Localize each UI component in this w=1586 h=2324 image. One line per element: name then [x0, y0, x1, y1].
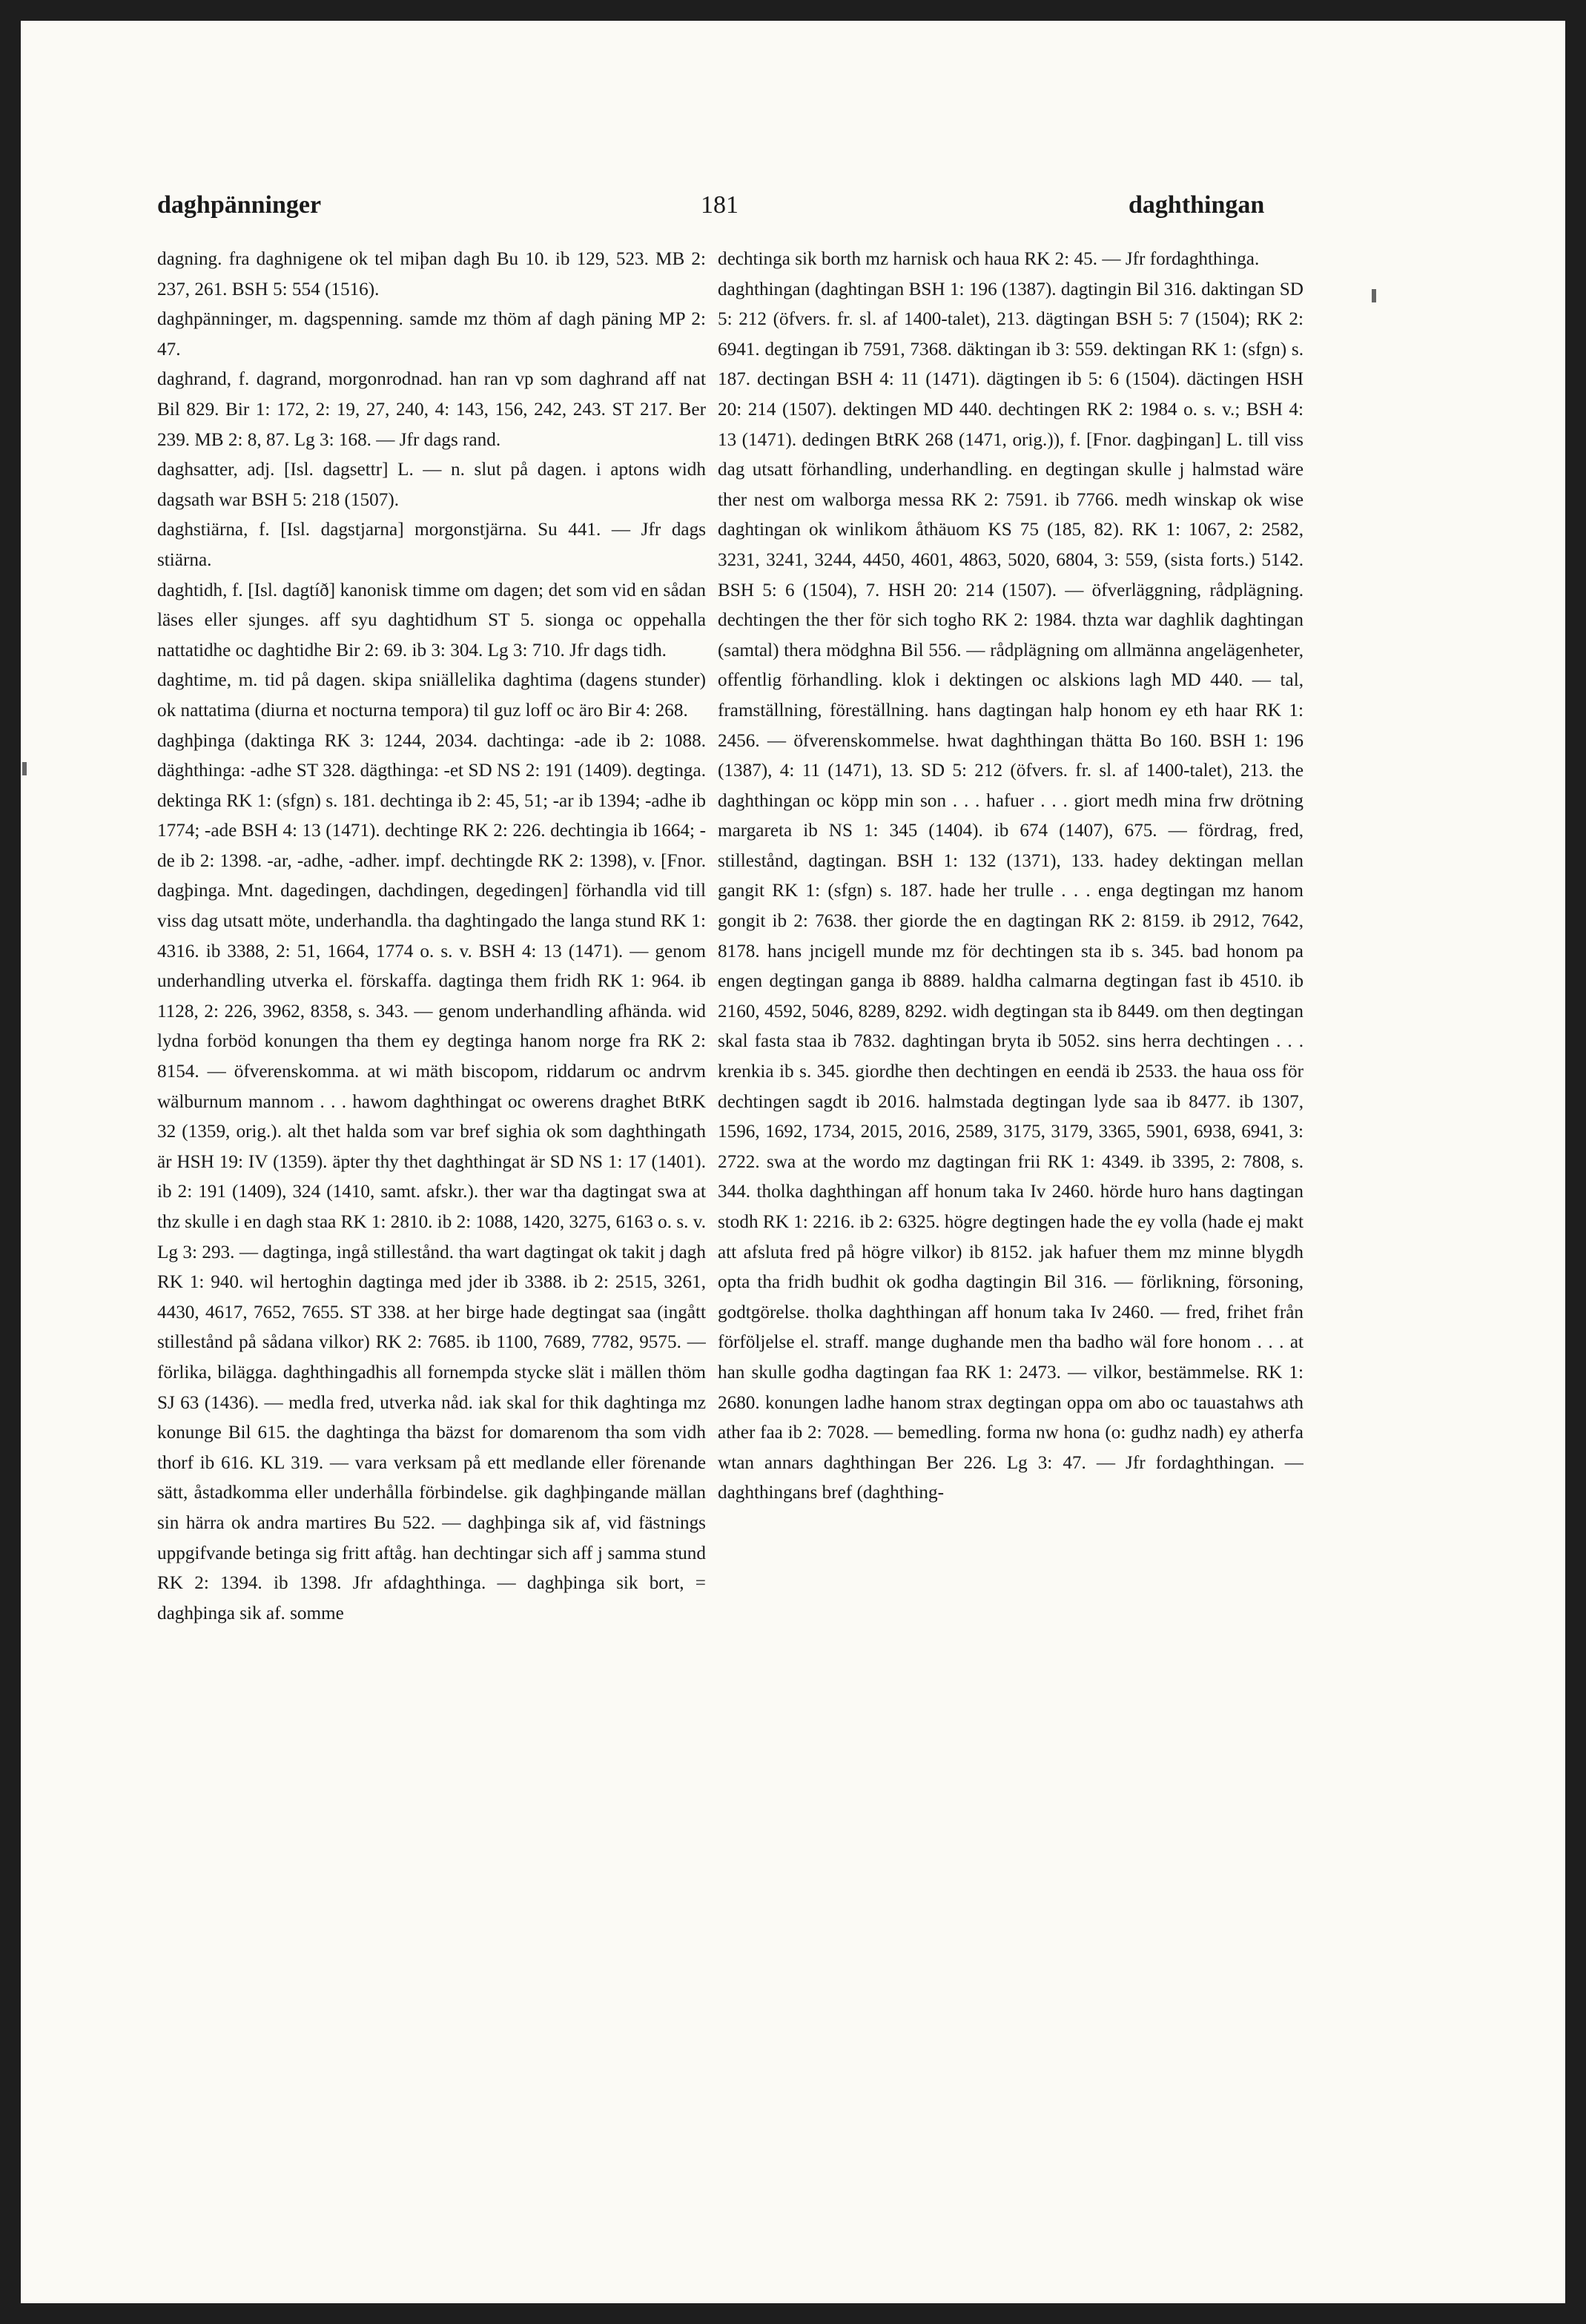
running-head-left: daghpänninger — [157, 191, 322, 219]
entry-continuation: dechtinga sik borth mz harnisk och haua RK 2: 45. — Jfr fordaghthinga. — [718, 249, 1260, 269]
entry-daghsatter: daghsatter, adj. [Isl. dagsettr] L. — n. slut på dagen. i aptons widh dagsath war BSH 5: 218 (1507). — [157, 460, 706, 510]
page-number: 181 — [701, 191, 739, 219]
entry-daghstiarna: daghstiärna, f. [Isl. dagstjarna] morgonstjärna. Su 441. — Jfr dags stiärna. — [157, 520, 706, 570]
edge-mark — [1372, 289, 1376, 302]
edge-mark — [22, 762, 27, 775]
entry-daghrand: daghrand, f. dagrand, morgonrodnad. han ran vp som daghrand aff nat Bil 829. Bir 1: 172, 2: 19, 27, 240, 4: 143, 156, 242, 243. ST 217. Ber 239. MB 2: 8, 87. Lg 3: 168. — Jfr dags rand. — [157, 369, 706, 450]
running-head-right: daghthingan — [1129, 191, 1265, 219]
right-column — [718, 245, 1304, 2039]
entry-daghthinga: daghþinga (daktinga RK 3: 1244, 2034. dachtinga: -ade ib 2: 1088. däghthinga: -adhe ST 328. dägthinga: -et SD NS 2: 191 (1409). degtinga. dektinga RK 1: (sfgn) s. 181. dechtinga ib 2: 45, 51; -ar ib 1394; -adhe ib 1774; -ade BSH 4: 13 (1471). dechtinge RK 2: 226. dechtingia ib 1664; -de ib 2: 1398. -ar, -adhe, -adher. impf. dechtingde RK 2: 1398), v. [Fnor. dagþinga. Mnt. dagedingen, dachdingen, degedingen] förhandla vid till viss dag utsatt möte, underhandla. tha daghtingado the langa stund RK 1: 4316. ib 3388, 2: 51, 1664, 1774 o. s. v. BSH 4: 13 (1471). — genom underhandling utverka el. förskaffa. dagtinga them fridh RK 1: 964. ib 1128, 2: 226, 3962, 8358, s. 343. — genom underhandling afhända. wid lydna forböd konungen tha them ey degtinga hanom norge fra RK 2: 8154. — öfverenskomma. at wi mäth biscopom, riddarum oc andrvm wälburnum mannom . . . hawom daghthingat oc owerens draghet BtRK 32 (1359, orig.). alt thet halda som var bref sighia ok som daghthingath är HSH 19: IV (1359). äpter thy thet daghthingat är SD NS 1: 17 (1401). ib 2: 191 (1409), 324 (1410, samt. afskr.). ther war tha dagtingat swa at thz skulle i en dagh staa RK 1: 2810. ib 2: 1088, 1420, 3275, 6163 o. s. v. Lg 3: 293. — dagtinga, ingå stillestånd. tha wart dagtingat ok takit j dagh RK 1: 940. wil hertoghin dagtinga med jder ib 3388. ib 2: 2515, 3261, 4430, 4617, 7652, 7655. ST 338. at her birge hade degtingat saa (ingått stillestånd på sådana vilkor) RK 2: 7685. ib 1100, 7689, 7782, 9575. — förlika, bilägga. daghthingadhis all fornempda stycke slät i mällen thöm SJ 63 (1436). — medla fred, utverka nåd. iak skal for thik daghtinga mz konunge Bil 615. the daghtinga tha bäzst for domarenom tha som vidh thorf ib 616. KL 319. — vara verksam på ett medlande eller förenande sätt, åstadkomma eller underhålla förbindelse. gik daghþingande mällan sin härra ok andra martires Bu 522. — daghþinga sik af, vid fästnings uppgifvande betinga sig fritt aftåg. han dechtingar sich aff j samma stund RK 2: 1394. ib 1398. Jfr afdaghthinga. — daghþinga sik bort, = daghþinga sik af. somme — [157, 730, 706, 1623]
entry-continuation: dagning. fra daghnigene ok tel miþan dagh Bu 10. ib 129, 523. MB 2: 237, 261. BSH 5: 554 (1516). — [157, 249, 706, 299]
entry-daghpanninger: daghpänninger, m. dagspenning. samde mz thöm af dagh päning MP 2: 47. — [157, 309, 706, 360]
entry-daghtidh: daghtidh, f. [Isl. dagtíð] kanonisk timme om dagen; det som vid en sådan läses eller sjunges. aff syu daghtidhum ST 5. sionga oc oppehalla nattatidhe oc daghtidhe Bir 2: 69. ib 3: 304. Lg 3: 710. Jfr dags tidh. — [157, 580, 706, 661]
entry-daghtime: daghtime, m. tid på dagen. skipa sniällelika daghtima (dagens stunder) ok nattatima (diurna et nocturna tempora) til guz loff oc äro Bir 4: 268. — [157, 670, 706, 721]
left-column — [157, 245, 706, 2039]
entry-daghthingan: daghthingan (daghtingan BSH 1: 196 (1387). dagtingin Bil 316. daktingan SD 5: 212 (öfvers. fr. sl. af 1400-talet), 213. dägtingan BSH 5: 7 (1504); RK 2: 6941. degtingan ib 7591, 7368. däktingan ib 3: 559. dektingan RK 1: (sfgn) s. 187. dectingan BSH 4: 11 (1471). dägtingen ib 5: 6 (1504). däctingen HSH 20: 214 (1507). dektingen MD 440. dechtingen RK 2: 1984 o. s. v.; BSH 4: 13 (1471). dedingen BtRK 268 (1471, orig.)), f. [Fnor. dagþingan] L. till viss dag utsatt förhandling, underhandling. en degtingan skulle j halmstad wäre ther nest om walborga messa RK 2: 7591. ib 7766. medh winskap ok wise daghtingan ok winlikom åthäuom KS 75 (185, 82). RK 1: 1067, 2: 2582, 3231, 3241, 3244, 4450, 4601, 4863, 5020, 6804, 3: 559, (sista forts.) 5142. BSH 5: 6 (1504), 7. HSH 20: 214 (1507). — öfverläggning, rådplägning. dechtingen the ther för sich togho RK 2: 1984. thzta war daghlik daghtingan (samtal) thera mödghna Bil 556. — rådplägning om allmänna angelägenheter, offentlig förhandling. klok i dektingen oc alskions lagh MD 440. — tal, framställning, föreställning. hans dagtingan halp honom ey eth haar RK 1: 2456. — öfverenskommelse. hwat daghthingan thätta Bo 160. BSH 1: 196 (1387), 4: 11 (1471), 13. SD 5: 212 (öfvers. fr. sl. af 1400-talet), 213. the daghthingan oc köpp min son . . . hafuer . . . giort medh mina frw drötning margareta ib NS 1: 345 (1404). ib 674 (1407), 675. — fördrag, fred, stillestånd, dagtingan. BSH 1: 132 (1371), 133. hadey dektingan mellan gangit RK 1: (sfgn) s. 187. hade her trulle . . . enga degtingan mz hanom gongit ib 2: 7638. ther giorde the en dagtingan RK 2: 8159. ib 2912, 7642, 8178. hans jncigell munde mz för dechtingen sta ib s. 345. bad honom pa engen degtingan ganga ib 8889. haldha calmarna degtingan fast ib 4510. ib 2160, 4592, 5046, 8289, 8292. widh degtingan sta ib 8449. om then degtingan skal fasta staa ib 7832. daghtingan bryta ib 5052. sins herra dechtingen . . . krenkia ib s. 345. giordhe then dechtingen en eendä ib 2533. the haua oss för dechtingen sagdt ib 2016. halmstada degtingan lyde saa ib 8477. ib 1307, 1596, 1692, 1734, 2015, 2016, 2589, 3175, 3179, 3365, 5901, 6938, 6941, 3: 2722. swa at the wordo mz dagtingan frii RK 1: 4349. ib 3395, 2: 7808, s. 344. tholka daghthingan aff honum taka Iv 2460. hörde huro hans dagtingan stodh RK 1: 2216. ib 2: 6325. högre degtingen hade the ey volla (hade ej makt att afsluta fred på högre vilkor) ib 8152. jak hafuer them mz minne blygdh opta tha fridh budhit ok godha dagtingin Bil 316. — förlikning, försoning, godtgörelse. tholka daghthingan aff honum taka Iv 2460. — fred, frihet från förföljelse el. straff. mange dughande men tha badho wäl fore honom . . . at han skulle godha dagtingan faa RK 1: 2473. — vilkor, bestämmelse. RK 1: 2680. konungen ladhe hanom strax degtingan oppa om abo oc tauastahws ath ather faa ib 2: 7028. — bemedling. forma nw hona (o: gudhz nadh) ey atherfa wtan annars daghthingan Ber 226. Lg 3: 47. — Jfr fordaghthingan. — daghthingans bref (daghthing- — [718, 279, 1304, 1503]
